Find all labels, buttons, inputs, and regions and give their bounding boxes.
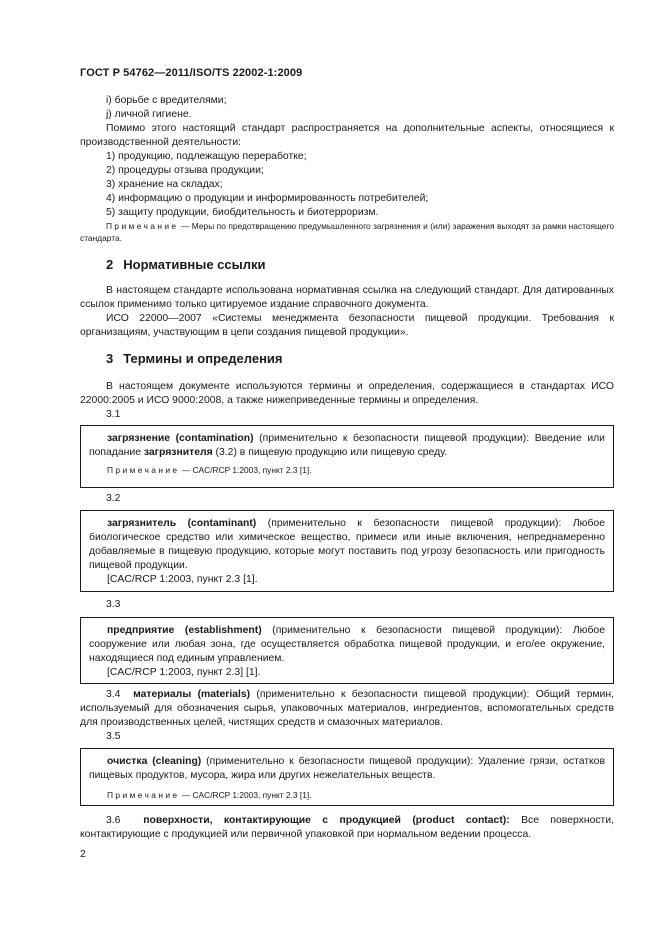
section-2-paragraph-1: В настоящем стандарте использована нормативная ссылка на следующий стандарт. Для датированных ссылок применимо только цитируемое издание справочного документа.: [80, 285, 614, 310]
list-item: 3) хранение на складах;: [106, 179, 223, 190]
section-number: 2: [106, 257, 114, 272]
section-2-paragraph-2: ИСО 22000—2007 «Системы менеджмента безопасности пищевой продукции. Требования к организациям, участвующим в цепи создания пищевой продукции».: [80, 313, 614, 338]
term-name: загрязнитель (contaminant): [107, 518, 257, 529]
list-item: j) личной гигиене.: [106, 109, 192, 120]
list-item: 5) защиту продукции, биобдительность и биотерроризм.: [106, 207, 379, 218]
note-1: [80, 220, 614, 244]
list-top: [80, 94, 640, 122]
intro-paragraph: Помимо этого настоящий стандарт распространяется на дополнительные аспекты, относящиеся к производственной деятельности:: [80, 123, 614, 148]
term-reference: загрязнителя: [143, 447, 213, 458]
section-number: 3: [106, 351, 114, 366]
page-number: 2: [80, 849, 86, 860]
numbered-list: [80, 150, 640, 220]
note-label: Примечание: [106, 221, 179, 231]
section-title: Нормативные ссылки: [123, 257, 266, 272]
term-box-3-3: [80, 617, 614, 684]
list-item: 2) процедуры отзыва продукции;: [106, 165, 264, 176]
term-number: 3.3: [106, 599, 121, 610]
term-definition: загрязнитель (contaminant) (применительно к безопасности пищевой продукции): Любое биологическое средство или химическое вещество, примеси или иные включения, непреднамеренно добавляемые в пищевую продукцию, которые могут поставить под угрозу безопасность или пригодность пищевой продукции.: [89, 518, 605, 571]
term-name: материалы (materials): [133, 689, 251, 700]
section-title: Термины и определения: [123, 351, 283, 366]
term-name: предприятие (establishment): [107, 625, 262, 636]
term-box-3-2: [80, 510, 614, 592]
section-2-heading: [80, 258, 614, 272]
term-number: 3.5: [106, 731, 121, 742]
term-3-6: 3.6 поверхности, контактирующие с продукцией (product contact): Все поверхности, контактирующие с продукцией или первичной упаковкой при нормальном ведении процесса.: [80, 815, 614, 840]
list-item: 4) информацию о продукции и информированность потребителей;: [106, 193, 429, 204]
term-note: Примечание — CAC/RCP 1:2003, пункт 2.3 [1].: [107, 465, 312, 475]
document-header: ГОСТ Р 54762—2011/ISO/TS 22002-1:2009: [80, 67, 303, 79]
term-box-3-1: [80, 425, 614, 488]
term-name: поверхности, контактирующие с продукцией (product contact):: [143, 815, 510, 826]
term-name: загрязнение (contamination): [107, 433, 254, 444]
term-definition: предприятие (establishment) (применительно к безопасности пищевой продукции): Любое сооружение или любая зона, где осуществляется обработка пищевой продукции, и его/ее окружение, находящиеся под единым управлением.: [89, 625, 605, 664]
term-number: 3.2: [106, 493, 121, 504]
term-name: очистка (cleaning): [107, 756, 202, 767]
term-3-4: 3.4 материалы (materials) (применительно к безопасности пищевой продукции): Общий термин, используемый для обозначения сырья, упаковочных материалов, ингредиентов, вспомогательных средств для производственных целей, чистящих средств и смазочных материалов.: [80, 689, 614, 728]
term-source: [CAC/RCP 1:2003, пункт 2.3 [1].: [107, 574, 258, 585]
note-text: — Меры по предотвращению предумышленного загрязнения и (или) заражения выходят за рамки настоящего стандарта.: [80, 221, 614, 243]
term-number: 3.1: [106, 409, 121, 420]
term-definition: загрязнение (contamination) (применительно к безопасности пищевой продукции): Введение или попадание загрязнителя (3.2) в пищевую продукцию или пищевую среду.: [89, 433, 605, 458]
term-source: [CAC/RCP 1:2003, пункт 2.3] [1].: [107, 667, 261, 678]
section-3-heading: [80, 352, 614, 366]
list-item: i) борьбе с вредителями;: [106, 95, 227, 106]
term-number: 3.4: [106, 689, 121, 700]
term-number: 3.6: [106, 815, 121, 826]
term-box-3-5: [80, 748, 614, 806]
term-definition: очистка (cleaning) (применительно к безопасности пищевой продукции): Удаление грязи, остатков пищевых продуктов, мусора, жира или других нежелательных веществ.: [89, 756, 605, 781]
list-item: 1) продукцию, подлежащую переработке;: [106, 151, 307, 162]
section-3-paragraph: В настоящем документе используются термины и определения, содержащиеся в стандартах ИСО 22000:2005 и ИСО 9000:2008, а также нижеприведенные термины и определения.: [80, 381, 614, 406]
term-note: Примечание — CAC/RCP 1:2003, пункт 2.3 [1].: [107, 790, 312, 800]
